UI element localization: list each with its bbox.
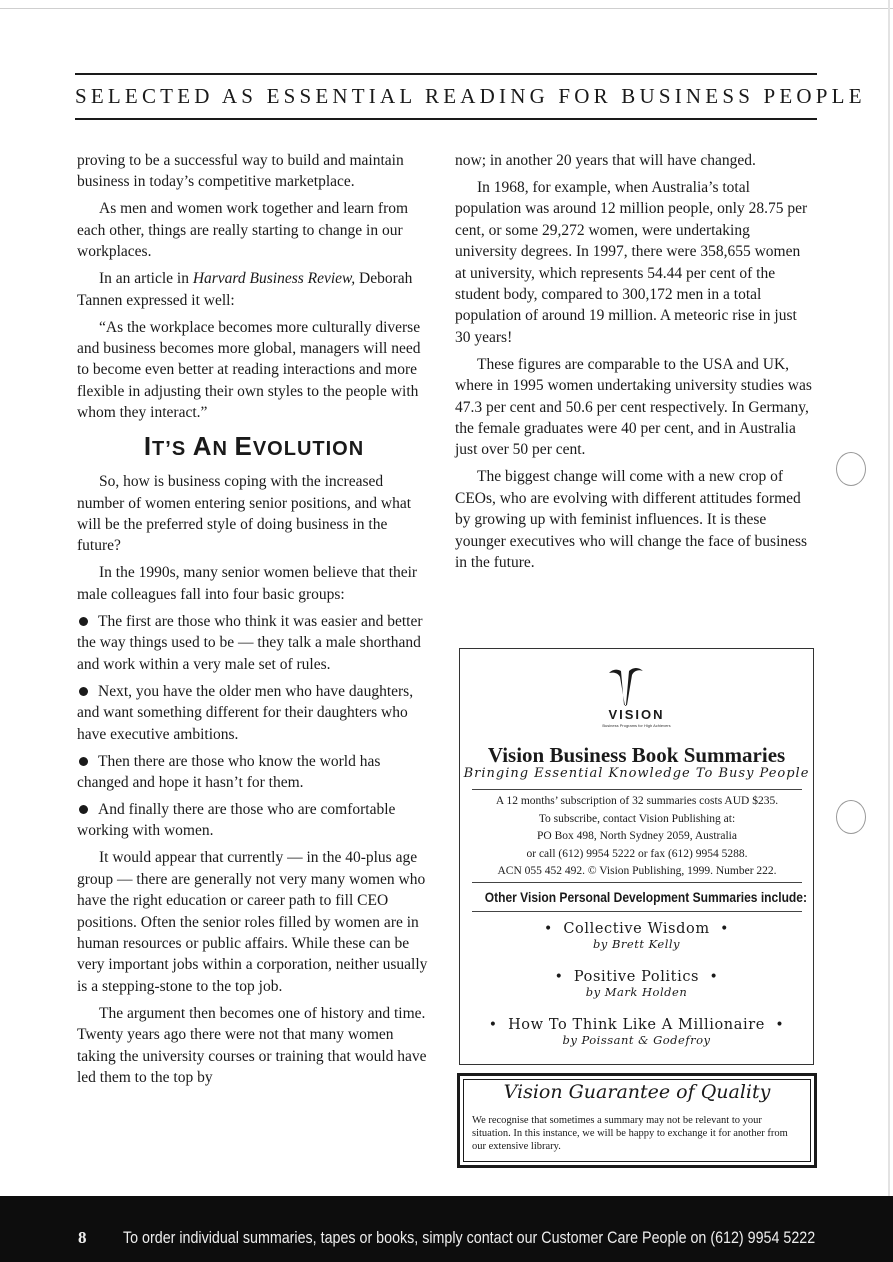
bullet-icon: [79, 757, 88, 766]
paragraph-text: Deborah Tannen expressed it well:: [77, 270, 413, 309]
paragraph-text: In an article in: [99, 270, 193, 288]
quote-paragraph: “As the workplace becomes more culturally diverse and business becomes more global, managers will need to become even better at reading interactions and more flexible in adjusting their own styles to the people with whom they interact.”: [77, 318, 421, 422]
paragraph: It would appear that currently — in the 40-plus age group — there are generally not very many women who have the right education or career path to fill CEO positions. Often the senior roles filled by women are in human resources or public affairs. While these can be very important jobs within a corporation, neither usually is a stepping-stone to the top job.: [77, 849, 428, 995]
summary-item: [460, 921, 813, 951]
bullet-item: The first are those who think it was easier and better the way things used to be — they talk a male shorthand and work within a very male set of rules.: [77, 612, 423, 673]
running-header: SELECTED AS ESSENTIAL READING FOR BUSINESS PEOPLE: [75, 84, 866, 108]
bullet-icon: [79, 617, 88, 626]
bullet-icon: •: [488, 1017, 498, 1033]
ad-divider: [472, 911, 802, 912]
paragraph: The argument then becomes one of history and time. Twenty years ago there were not that many women taking the university courses or training that would have led them to the top by: [77, 1004, 427, 1086]
bullet-icon: •: [554, 969, 564, 985]
left-column: [77, 150, 431, 1094]
subscription-info: [464, 793, 810, 881]
subscription-line: or call (612) 9954 5222 or fax (612) 9954 5288.: [526, 847, 748, 860]
vision-logo-tagline: Business Programs for High Achievers: [602, 723, 671, 728]
footer-bar: [0, 1196, 893, 1262]
paragraph: proving to be a successful way to build and maintain business in today’s competitive marketplace.: [77, 152, 404, 191]
paragraph: [77, 268, 431, 311]
footer-contact-text: To order individual summaries, tapes or books, simply contact our Customer Care People on (612) 9954 5222: [123, 1228, 816, 1247]
bullet-icon: •: [775, 1017, 785, 1033]
vision-ad-box: [459, 648, 814, 1065]
subscription-line: A 12 months’ subscription of 32 summaries costs AUD $235.: [495, 795, 779, 807]
vision-logo-icon: [605, 661, 645, 707]
subscription-line: PO Box 498, North Sydney 2059, Australia: [537, 830, 737, 842]
other-summaries-heading: Other Vision Personal Development Summaries include:: [484, 889, 807, 905]
paragraph: now; in another 20 years that will have changed.: [455, 152, 756, 169]
summary-title: Collective Wisdom: [563, 921, 710, 937]
bullet-icon: •: [720, 921, 729, 937]
ad-title: Vision Business Book Summaries: [487, 743, 786, 767]
right-column: [455, 150, 813, 579]
section-heading: IT’S AN EVOLUTION: [143, 431, 365, 462]
bullet-item: And finally there are those who are comfortable working with women.: [77, 800, 396, 840]
subscription-line: To subscribe, contact Vision Publishing at:: [538, 812, 736, 825]
summary-author: by Brett Kelly: [592, 937, 681, 951]
ad-divider: [472, 789, 802, 790]
bullet-icon: •: [709, 969, 719, 985]
paragraph: In 1968, for example, when Australia’s total population was around 12 million people, only 28.75 per cent, or some 29,272 women, were undertaking university degrees. In 1997, there were 358,655 women at university, which represents 54.44 per cent of the student body, compared to 300,172 men in a total population of around 19 million. A meteoric rise in just 30 years!: [455, 179, 808, 346]
paragraph: So, how is business coping with the increased number of women entering senior positions, and what will be the preferred style of doing business in the future?: [77, 473, 412, 555]
bullet-item: Then there are those who know the world has changed and hope it hasn’t for them.: [77, 752, 381, 791]
summary-item: [460, 1017, 813, 1047]
summary-title: How To Think Like A Millionaire: [508, 1017, 765, 1033]
ad-subtitle: Bringing Essential Knowledge To Busy People: [463, 766, 810, 781]
bullet-icon: [79, 805, 88, 814]
guarantee-title: Vision Guarantee of Quality: [503, 1081, 771, 1103]
guarantee-box: [457, 1073, 817, 1168]
paragraph: As men and women work together and learn from each other, things are really starting to change in our workplaces.: [77, 200, 409, 261]
summary-item: [460, 969, 813, 999]
summary-author: by Poissant & Godefroy: [562, 1033, 711, 1047]
header-rule-bottom: [75, 118, 817, 120]
subscription-line: ACN 055 452 492. © Vision Publishing, 1999. Number 222.: [497, 865, 777, 877]
summary-title: Positive Politics: [573, 969, 700, 985]
binder-hole: [836, 800, 866, 834]
page-number: 8: [78, 1228, 87, 1247]
vision-logo-text: VISION: [608, 707, 665, 722]
bullet-item: Next, you have the older men who have daughters, and want something different for their daughters who have executive ambitions.: [77, 682, 414, 743]
summary-author: by Mark Holden: [585, 985, 688, 999]
paragraph: These figures are comparable to the USA and UK, where in 1995 women undertaking university studies was 47.3 per cent and 50.6 per cent respectively. In Germany, the female graduates were 40 per cent, and in Australia just over 50 per cent.: [455, 355, 812, 459]
bullet-icon: •: [544, 921, 553, 937]
ad-divider: [472, 882, 802, 883]
journal-title: Harvard Business Review,: [192, 270, 356, 288]
bullet-icon: [79, 687, 88, 696]
paragraph: In the 1990s, many senior women believe that their male colleagues fall into four basic groups:: [77, 564, 418, 603]
binder-hole: [836, 452, 866, 486]
paragraph: The biggest change will come with a new crop of CEOs, who are evolving with different attitudes formed by growing up with feminist influences. It is these younger executives who will change the face of business in the future.: [455, 468, 808, 572]
header-rule-top: [75, 73, 817, 75]
page-edge: [888, 0, 890, 1196]
guarantee-text: We recognise that sometimes a summary may not be relevant to your situation. In this instance, we will be happy to exchange it for another from our extensive library.: [472, 1115, 788, 1152]
top-hairline: [0, 8, 893, 9]
